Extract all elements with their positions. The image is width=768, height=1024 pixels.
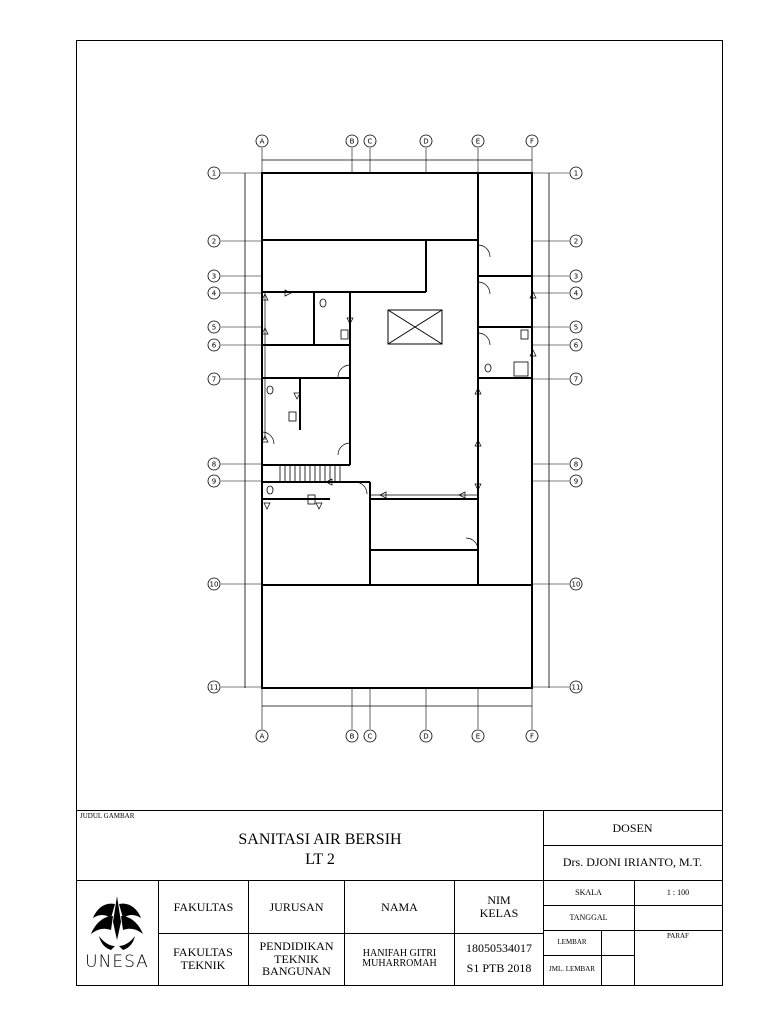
svg-text:2: 2 [573, 237, 579, 246]
grid-row-bubble-left-1 [208, 167, 220, 179]
grid-row-bubble-right-5 [570, 321, 582, 333]
grid-row-bubble-right-11 [570, 681, 582, 693]
svg-text:11: 11 [209, 683, 219, 692]
grid-row-bubble-left-10 [208, 578, 220, 590]
nim-kelas-label: NIM KELAS [479, 893, 519, 920]
grid-column-bubble-top-d [420, 135, 432, 147]
svg-text:1: 1 [573, 169, 579, 178]
grid-row-bubble-right-9 [570, 475, 582, 487]
jurusan-label: JURUSAN [269, 899, 324, 914]
svg-text:10: 10 [571, 580, 581, 589]
svg-text:F: F [529, 137, 535, 146]
svg-text:3: 3 [573, 272, 579, 281]
judul-gambar-label: JUDUL GAMBAR [80, 812, 135, 821]
svg-text:7: 7 [573, 375, 579, 384]
svg-text:C: C [367, 732, 373, 741]
svg-text:5: 5 [211, 323, 217, 332]
grid-row-bubble-right-7 [570, 373, 582, 385]
svg-text:B: B [349, 137, 355, 146]
unesa-emblem-icon [85, 892, 149, 954]
nama-value: HANIFAH GITRI MUHARROMAH [362, 947, 437, 969]
grid-column-bubble-bottom-e [472, 730, 484, 742]
svg-text:2: 2 [211, 237, 217, 246]
grid-row-bubble-left-2 [208, 235, 220, 247]
skala-label: SKALA [575, 887, 602, 897]
svg-text:A: A [259, 732, 265, 741]
svg-text:9: 9 [573, 477, 579, 486]
grid-row-bubble-left-3 [208, 270, 220, 282]
svg-text:E: E [475, 732, 481, 741]
grid-row-bubble-right-6 [570, 339, 582, 351]
svg-text:E: E [475, 137, 481, 146]
jml-lembar-label: JML. LEMBAR [549, 965, 595, 974]
grid-row-bubble-right-8 [570, 458, 582, 470]
grid-row-bubble-left-9 [208, 475, 220, 487]
grid-row-bubble-left-4 [208, 287, 220, 299]
jurusan-value: PENDIDIKAN TEKNIK BANGUNAN [259, 939, 334, 979]
svg-text:1: 1 [211, 169, 217, 178]
grid-row-bubble-right-10 [570, 578, 582, 590]
grid-column-bubble-bottom-f [526, 730, 538, 742]
grid-row-bubble-left-8 [208, 458, 220, 470]
logo-text: UNESA [85, 952, 149, 973]
svg-text:11: 11 [571, 683, 581, 692]
svg-text:F: F [529, 732, 535, 741]
grid-row-bubble-left-5 [208, 321, 220, 333]
unesa-logo [78, 882, 156, 982]
svg-text:8: 8 [573, 460, 579, 469]
grid-column-bubble-top-e [472, 135, 484, 147]
grid-row-bubble-left-6 [208, 339, 220, 351]
svg-text:D: D [423, 732, 429, 741]
svg-text:8: 8 [211, 460, 217, 469]
grid-column-bubble-bottom-b [346, 730, 358, 742]
sanitary-fixtures [267, 299, 528, 504]
grid-column-bubble-top-c [364, 135, 376, 147]
grid-row-bubble-left-7 [208, 373, 220, 385]
dosen-label: DOSEN [612, 820, 653, 835]
grid-row-bubble-left-11 [208, 681, 220, 693]
svg-text:9: 9 [211, 477, 217, 486]
svg-text:C: C [367, 137, 373, 146]
stair [280, 466, 340, 481]
grid-row-bubble-right-3 [570, 270, 582, 282]
fakultas-value: FAKULTAS TEKNIK [173, 945, 233, 972]
svg-text:4: 4 [211, 289, 217, 298]
walls [262, 173, 532, 688]
grid-column-bubble-bottom-a [256, 730, 268, 742]
grid-column-bubble-top-f [526, 135, 538, 147]
svg-text:4: 4 [573, 289, 579, 298]
svg-text:10: 10 [209, 580, 219, 589]
svg-text:3: 3 [211, 272, 217, 281]
dimension-lines [245, 160, 549, 706]
grid-column-bubble-bottom-c [364, 730, 376, 742]
paraf-label: PARAF [667, 932, 689, 941]
svg-text:B: B [349, 732, 355, 741]
svg-text:5: 5 [573, 323, 579, 332]
void-opening [388, 310, 442, 344]
drawing-subtitle: LT 2 [305, 850, 335, 868]
grid-column-bubble-top-a [256, 135, 268, 147]
svg-text:D: D [423, 137, 429, 146]
nim-value: 18050534017 [466, 940, 532, 955]
tanggal-label: TANGGAL [569, 912, 608, 922]
water-pipes [265, 276, 532, 495]
grid-row-bubble-right-4 [570, 287, 582, 299]
dosen-name: Drs. DJONI IRIANTO, M.T. [562, 855, 703, 870]
grid-row-bubble-right-2 [570, 235, 582, 247]
kelas-value: S1 PTB 2018 [466, 960, 532, 975]
svg-text:6: 6 [573, 341, 579, 350]
nama-label: NAMA [381, 899, 418, 914]
lembar-label: LEMBAR [557, 938, 587, 947]
svg-text:6: 6 [211, 341, 217, 350]
skala-value: 1 : 100 [666, 887, 690, 897]
svg-text:A: A [259, 137, 265, 146]
drawing-title: SANITASI AIR BERSIH [238, 830, 402, 848]
svg-text:7: 7 [211, 375, 217, 384]
grid-column-bubble-bottom-d [420, 730, 432, 742]
pipe-flow-arrows [262, 290, 536, 509]
grid-row-bubble-right-1 [570, 167, 582, 179]
fakultas-label: FAKULTAS [173, 899, 234, 914]
grid-column-bubble-top-b [346, 135, 358, 147]
